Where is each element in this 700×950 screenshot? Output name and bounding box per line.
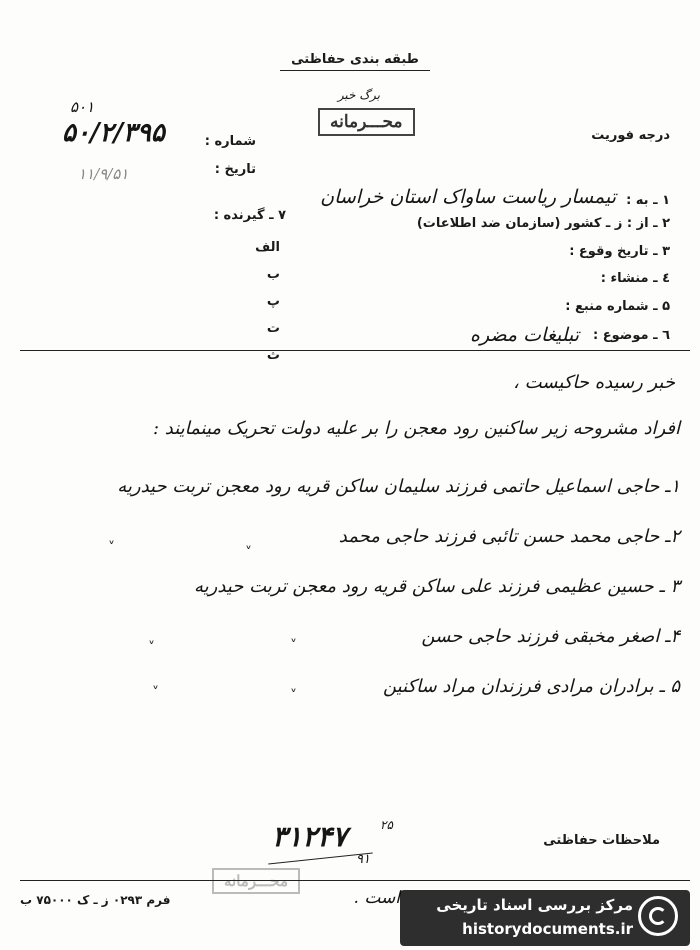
archive-sub: ۹۱ <box>356 852 370 867</box>
watermark <box>400 890 690 946</box>
recipients-list <box>240 234 280 369</box>
body-lines <box>30 418 680 726</box>
body-line: ۵ ـ برادران مرادی فرزندان مراد ساکنین <box>382 676 680 697</box>
ditto-mark: ˅ <box>290 688 297 704</box>
recipient-item: الف <box>255 240 280 255</box>
form-type-label: برگ خبر <box>337 88 380 102</box>
form-fields <box>260 170 670 350</box>
field-row <box>260 292 670 320</box>
ditto-mark: ˅ <box>245 545 252 561</box>
priority-label: درجه فوریت <box>591 128 670 143</box>
date-value: ۱۱/۹/۵۱ <box>78 165 129 183</box>
notes-label: ملاحظات حفاظتی <box>543 833 660 848</box>
number-label: شماره : <box>204 134 256 149</box>
body-line: افراد مشروحه زیر ساکنین رود معجن را بر علیه دولت تحریک مینمایند : <box>152 418 680 439</box>
field-label-event-date: ۳ ـ تاریخ وقوع : <box>569 243 670 259</box>
field-label-source-number: ۵ ـ شماره منبع : <box>565 298 670 314</box>
field-value-to: تیمسار ریاست ساواک استان خراسان <box>320 186 617 208</box>
body-line: ۲ـ حاجی محمد حسن تائبی فرزند حاجی محمد <box>338 526 680 547</box>
number-value: ۵۰/۲/۳۹۵ <box>62 118 165 148</box>
ditto-mark: ˅ <box>108 540 115 556</box>
body-line: ۴ـ اصغر مخبقی فرزند حاجی حسن <box>421 626 680 647</box>
ditto-mark: ˅ <box>148 640 155 656</box>
recipient-item: ت <box>266 321 280 336</box>
classification-heading: طبقه بندی حفاظتی <box>280 52 430 71</box>
footer-divider <box>20 880 690 881</box>
ditto-mark: ˅ <box>152 685 159 701</box>
body-line: ۱ـ حاجی اسماعیل حاتمی فرزند سلیمان ساکن قریه رود معجن تربت حیدریه <box>117 476 680 497</box>
archive-number: ۳۱۲۴۷ <box>272 820 348 853</box>
field-label-to: ۱ ـ به : <box>626 193 670 208</box>
confidential-stamp: محـــرمانه <box>318 108 415 136</box>
body-intro: خبر رسیده حاکیست ، <box>513 372 675 393</box>
recipient-item: ب <box>266 267 280 282</box>
watermark-text: مرکز بررسی اسناد تاریخی <box>436 896 633 914</box>
field-row <box>260 320 670 350</box>
recipients-label: ۷ ـ گیرنده : <box>213 208 286 223</box>
field-label-origin: ٤ ـ منشاء : <box>600 270 670 286</box>
number-note: ۵۰۱ <box>70 98 95 116</box>
field-label-from: ۲ ـ از : ز ـ کشور (سازمان ضد اطلاعات) <box>416 215 670 231</box>
watermark-logo-icon <box>638 896 678 936</box>
ditto-mark: ˅ <box>290 638 297 654</box>
date-label: تاریخ : <box>214 162 256 177</box>
recipient-item: ث <box>266 348 280 363</box>
field-label-subject: ٦ ـ موضوع : <box>593 327 670 343</box>
field-row <box>260 238 670 264</box>
recipient-item: پ <box>266 294 280 309</box>
form-code: فرم ۰۲۹۳ ز ـ ک ۷۵۰۰۰ ب <box>20 893 171 907</box>
body-line: ۳ ـ حسین عظیمی فرزند علی ساکن قریه رود معجن تربت حیدریه <box>193 576 680 597</box>
section-divider <box>20 350 690 351</box>
field-row <box>260 170 670 208</box>
field-row <box>260 264 670 292</box>
field-value-subject: تبلیغات مضره <box>470 324 580 346</box>
archive-sup: ۲۵ <box>380 818 393 832</box>
field-row <box>260 208 670 238</box>
watermark-url[interactable]: historydocuments.ir <box>462 920 633 938</box>
faint-stamp: محـــرمانه <box>212 868 300 894</box>
handwritten-ending: است . <box>353 888 400 908</box>
